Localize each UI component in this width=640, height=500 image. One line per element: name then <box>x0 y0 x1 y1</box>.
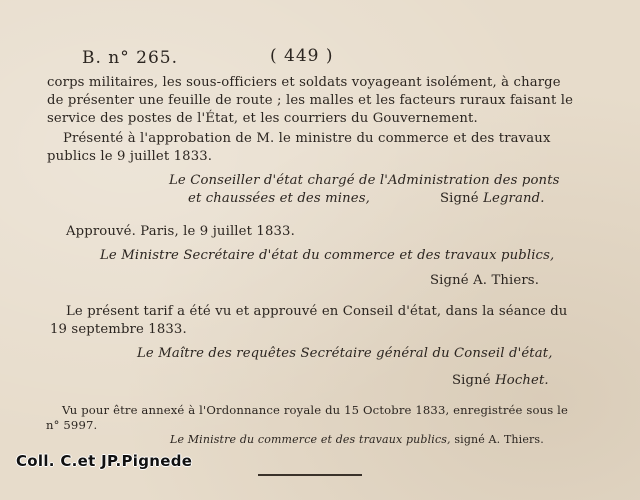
signature3-signed <box>452 373 549 388</box>
paragraph2-line1: Présenté à l'approbation de M. le ministre du commerce et des travaux <box>63 131 551 146</box>
collection-watermark: Coll. C.et JP.Pignede <box>16 452 193 470</box>
closing-rule <box>258 474 362 476</box>
signatory-name: Hochet. <box>495 373 549 388</box>
paragraph1-line2: de présenter une feuille de route ; les malles et les facteurs ruraux faisant le <box>47 93 574 108</box>
signed-word: Signé <box>440 191 479 206</box>
paragraph1-line1: corps militaires, les sous-officiers et soldats voyageant isolément, à charge <box>47 75 561 90</box>
bulletin-number: B. n° 265. <box>82 48 179 68</box>
signed-word: Signé <box>452 373 491 388</box>
paragraph2-line2: publics le 9 juillet 1833. <box>47 149 213 164</box>
paragraph3-line1: Le présent tarif a été vu et approuvé en Conseil d'état, dans la séance du <box>66 304 568 319</box>
signatory-name: Legrand. <box>483 191 545 206</box>
page-number: ( 449 ) <box>270 46 334 66</box>
final-signature-title: Le Ministre du commerce et des travaux publics, <box>170 433 451 446</box>
final-signature-signed: signé A. Thiers. <box>454 433 544 446</box>
signature1-line2 <box>188 191 370 206</box>
signature1-title: Le Conseiller d'état chargé de l'Administration des ponts <box>169 173 560 188</box>
paragraph1-line3: service des postes de l'État, et les courriers du Gouvernement. <box>47 111 478 126</box>
signature1-office: et chaussées et des mines, <box>188 191 371 206</box>
annex-line2: n° 5997. <box>46 418 98 432</box>
annex-line1: Vu pour être annexé à l'Ordonnance royale du 15 Octobre 1833, enregistrée sous le <box>62 403 569 417</box>
paragraph3-line2: 19 septembre 1833. <box>50 322 187 337</box>
signature2-signed: Signé A. Thiers. <box>430 273 540 288</box>
approval-line: Approuvé. Paris, le 9 juillet 1833. <box>66 224 295 239</box>
signature2-title: Le Ministre Secrétaire d'état du commerce et des travaux publics, <box>100 248 555 263</box>
signature3-title: Le Maître des requêtes Secrétaire général du Conseil d'état, <box>137 346 553 361</box>
signature1-signed <box>440 191 545 206</box>
final-signature <box>170 433 544 446</box>
